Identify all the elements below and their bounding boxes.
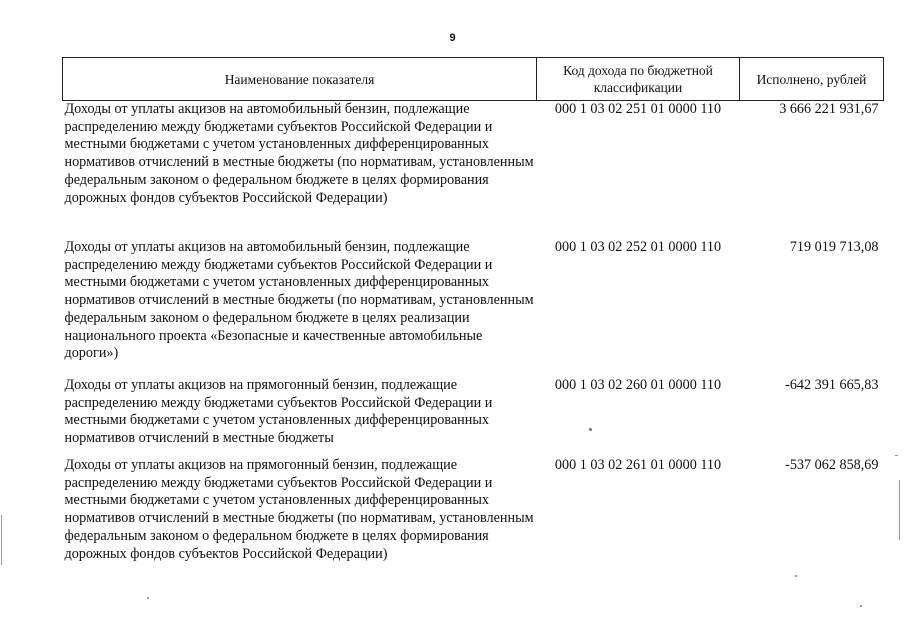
table-row: [63, 239, 884, 377]
executed-amount-cell: 3 666 221 931,67: [779, 101, 879, 117]
header-executed-amount: Исполнено, рублей: [740, 58, 884, 101]
indicator-name-cell: Доходы от уплаты акцизов на прямогонный бензин, подлежащие распределению между бюджетами субъектов Российской Федерации и местными бюджетами с учетом установленных дифференцированных нормативов отчислений в местные бюджеты: [64, 377, 493, 447]
scan-edge-mark: [895, 455, 898, 456]
revenue-code-cell: 000 1 03 02 261 01 0000 110: [554, 457, 722, 473]
revenue-code-cell: 000 1 03 02 252 01 0000 110: [554, 239, 722, 255]
page-number: 9: [449, 32, 456, 44]
scan-speck: [147, 597, 149, 599]
header-revenue-code: Код дохода по бюджетной классификации: [537, 58, 740, 101]
scan-speck: [795, 575, 797, 577]
executed-amount-cell: 719 019 713,08: [789, 239, 879, 255]
revenue-table: [62, 57, 884, 567]
indicator-name-cell: Доходы от уплаты акцизов на автомобильный бензин, подлежащие распределению между бюджетами субъектов Российской Федерации и местными бюджетами с учетом установленных дифференцированных нормативов отчислений в местные бюджеты (по нормативам, установленным федеральным законом о федеральном бюджете в целях реализации национального проекта «Безопасные и качественные автомобильные дороги»): [64, 239, 534, 362]
table-row: [63, 457, 884, 567]
indicator-name-cell: Доходы от уплаты акцизов на автомобильный бензин, подлежащие распределению между бюджетами субъектов Российской Федерации и местными бюджетами с учетом установленных дифференцированных нормативов отчислений в местные бюджеты (по нормативам, установленным федеральным законом о федеральном бюджете в целях формирования дорожных фондов субъектов Российской Федерации): [64, 101, 534, 206]
scan-speck: [860, 605, 862, 607]
indicator-name-cell: Доходы от уплаты акцизов на прямогонный бензин, подлежащие распределению между бюджетами субъектов Российской Федерации и местными бюджетами с учетом установленных дифференцированных нормативов отчислений в местные бюджеты (по нормативам, установленным федеральным законом о федеральном бюджете в целях формирования дорожных фондов субъектов Российской Федерации): [64, 457, 534, 562]
scan-edge-mark: [1, 515, 2, 565]
executed-amount-cell: -642 391 665,83: [785, 377, 879, 393]
table-header-row: [63, 58, 884, 101]
revenue-code-cell: 000 1 03 02 251 01 0000 110: [554, 101, 722, 117]
scan-speck: [589, 428, 592, 431]
table-row: [63, 377, 884, 457]
header-indicator-name: Наименование показателя: [63, 58, 537, 101]
executed-amount-cell: -537 062 858,69: [785, 457, 879, 473]
table-row: [63, 101, 884, 240]
scan-edge-mark: [899, 480, 900, 540]
revenue-code-cell: 000 1 03 02 260 01 0000 110: [554, 377, 722, 393]
